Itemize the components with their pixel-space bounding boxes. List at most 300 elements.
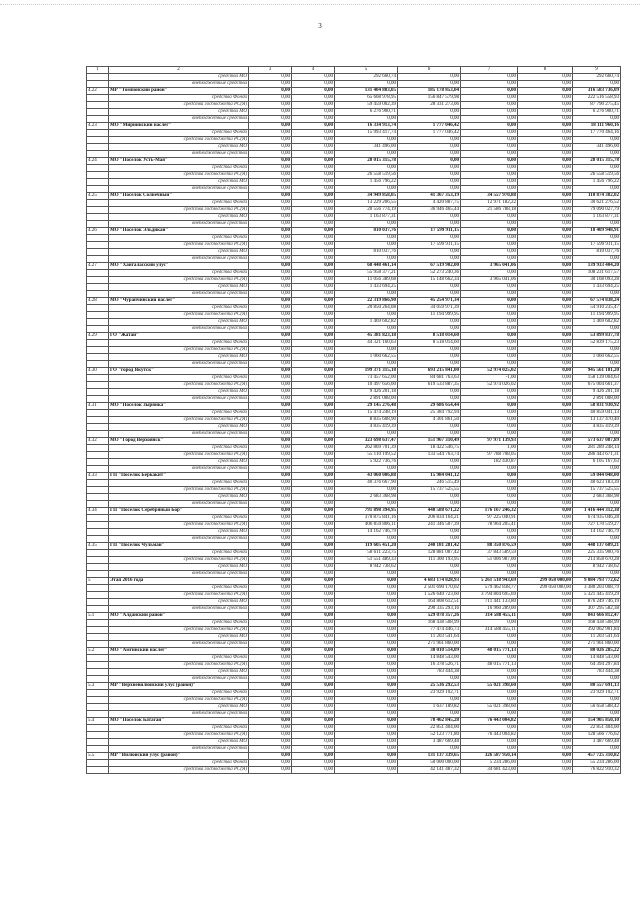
amount-cell: 0,00 (518, 592, 573, 599)
funding-source-row (87, 676, 621, 683)
header-cell: 9 (573, 67, 621, 74)
amount-cell: 15 984 041,12 (398, 473, 461, 480)
row-number-cell (87, 606, 109, 613)
amount-cell: 2 891 008,00 (573, 396, 621, 403)
amount-cell: 0,00 (461, 298, 518, 305)
row-number-cell (87, 431, 109, 438)
row-label-cell: средства МО (109, 564, 249, 571)
amount-cell: 0,00 (292, 529, 335, 536)
municipality-row (87, 403, 621, 410)
amount-cell: 0,00 (518, 662, 573, 669)
amount-cell: 17 770 464,16 (573, 130, 621, 137)
amount-cell: 30 010 514,09 (398, 648, 461, 655)
funding-source-row (87, 662, 621, 669)
amount-cell: 20 850 264,08 (335, 305, 398, 312)
amount-cell: 0,00 (335, 648, 398, 655)
amount-cell: 292 660,74 (335, 74, 398, 81)
amount-cell: 0,00 (518, 543, 573, 550)
row-number-cell: 5.3 (87, 683, 109, 690)
amount-cell: 0,00 (518, 648, 573, 655)
amount-cell: 0,00 (518, 438, 573, 445)
row-number-cell (87, 340, 109, 347)
amount-cell: 0,00 (249, 130, 292, 137)
row-label-cell: средства госбюджета РС(Я) (109, 347, 249, 354)
amount-cell: 0,00 (292, 263, 335, 270)
row-number-cell: 4.34 (87, 508, 109, 515)
amount-cell: 0,00 (249, 459, 292, 466)
amount-cell: 139 933 404,20 (573, 263, 621, 270)
amount-cell: 0,00 (249, 718, 292, 725)
amount-cell: 26 558 519,56 (335, 172, 398, 179)
amount-cell: 128 566 776,62 (573, 732, 621, 739)
municipality-row (87, 438, 621, 445)
amount-cell: 0,00 (461, 389, 518, 396)
amount-cell: 810 037,76 (335, 249, 398, 256)
amount-cell: 59 044 048,00 (573, 473, 621, 480)
amount-cell: 0,00 (461, 137, 518, 144)
municipality-row (87, 543, 621, 550)
amount-cell: 0,00 (249, 515, 292, 522)
amount-cell: 0,00 (398, 676, 461, 683)
amount-cell: 0,00 (249, 417, 292, 424)
row-label-cell: внебюджетные средства (109, 746, 249, 753)
amount-cell: 3 965 041,06 (461, 263, 518, 270)
amount-cell: 0,00 (292, 249, 335, 256)
amount-cell: 0,00 (335, 690, 398, 697)
amount-cell: 0,00 (249, 662, 292, 669)
amount-cell: 131 137 339,65 (398, 753, 461, 760)
header-row (87, 67, 621, 74)
funding-source-row (87, 340, 621, 347)
amount-cell: 0,00 (292, 200, 335, 207)
amount-cell: 0,00 (461, 354, 518, 361)
amount-cell: 0,00 (518, 102, 573, 109)
amount-cell: 783 444,38 (398, 669, 461, 676)
amount-cell: 0,00 (292, 613, 335, 620)
amount-cell: 0,00 (461, 179, 518, 186)
amount-cell: 271 961 860,00 (573, 641, 621, 648)
row-label-cell: МО "Поселок Усть-Мая" (109, 158, 249, 165)
amount-cell: 0,00 (335, 326, 398, 333)
row-label-cell: средства МО (109, 284, 249, 291)
funding-source-row (87, 186, 621, 193)
row-label-cell: внебюджетные средства (109, 186, 249, 193)
row-label-cell: средства Фонда (109, 725, 249, 732)
funding-source-row (87, 116, 621, 123)
row-label-cell: внебюджетные средства (109, 326, 249, 333)
amount-cell: 0,00 (461, 424, 518, 431)
municipality-row (87, 753, 621, 760)
amount-cell: 0,00 (292, 144, 335, 151)
amount-cell: 0,00 (249, 466, 292, 473)
amount-cell: 0,00 (249, 424, 292, 431)
amount-cell: 87 790 275,45 (573, 102, 621, 109)
amount-cell: 0,00 (292, 214, 335, 221)
row-label-cell: средства МО (109, 389, 249, 396)
amount-cell: 0,00 (518, 529, 573, 536)
row-number-cell: 4.35 (87, 543, 109, 550)
amount-cell: 0,00 (249, 578, 292, 585)
amount-cell: 0,00 (249, 382, 292, 389)
amount-cell: 0,00 (292, 347, 335, 354)
amount-cell: 0,00 (335, 578, 398, 585)
amount-cell: 0,00 (249, 543, 292, 550)
funding-source-row (87, 417, 621, 424)
funding-source-row (87, 487, 621, 494)
amount-cell: 0,00 (292, 557, 335, 564)
amount-cell: 0,00 (518, 347, 573, 354)
amount-cell: 0,00 (518, 760, 573, 767)
row-number-cell (87, 102, 109, 109)
amount-cell: 0,00 (461, 641, 518, 648)
amount-cell: 674 935 046,28 (573, 515, 621, 522)
amount-cell: 783 444,38 (573, 669, 621, 676)
amount-cell: 0,00 (335, 655, 398, 662)
amount-cell: 0,00 (398, 396, 461, 403)
funding-source-row (87, 704, 621, 711)
row-number-cell (87, 151, 109, 158)
amount-cell: 0,00 (518, 683, 573, 690)
row-number-cell (87, 305, 109, 312)
amount-cell: 0,00 (292, 158, 335, 165)
row-number-cell: 5.2 (87, 648, 109, 655)
funding-source-row (87, 459, 621, 466)
row-label-cell: МО "Поселок Эльдикан" (109, 228, 249, 235)
amount-cell: 0,00 (292, 718, 335, 725)
amount-cell: 55 958 377,21 (335, 270, 398, 277)
funding-source-row (87, 277, 621, 284)
amount-cell: 0,00 (292, 459, 335, 466)
amount-cell: 29 686 654,44 (398, 403, 461, 410)
amount-cell: 1,00 (461, 445, 518, 452)
row-number-cell (87, 81, 109, 88)
amount-cell: 0,00 (249, 648, 292, 655)
amount-cell: 3 487 669,48 (398, 739, 461, 746)
amount-cell: 0,00 (518, 333, 573, 340)
header-cell: 8 (518, 67, 573, 74)
amount-cell: 1 777 046,42 (398, 123, 461, 130)
amount-cell: 711 441 133,80 (461, 599, 518, 606)
amount-cell: 0,00 (398, 256, 461, 263)
amount-cell: 299 050 000,00 (518, 585, 573, 592)
amount-cell: 246 515,49 (398, 480, 461, 487)
amount-cell: 0,00 (249, 389, 292, 396)
amount-cell: 13 229 206,55 (335, 200, 398, 207)
amount-cell: 0,00 (573, 697, 621, 704)
amount-cell: 0,00 (518, 319, 573, 326)
row-label-cell: средства Фонда (109, 445, 249, 452)
amount-cell: 11 056 389,68 (335, 277, 398, 284)
amount-cell: 67 574 838,24 (573, 298, 621, 305)
funding-source-row (87, 354, 621, 361)
row-number-cell (87, 739, 109, 746)
amount-cell: 370 875 841,16 (335, 515, 398, 522)
amount-cell: 0,00 (518, 263, 573, 270)
amount-cell: 22 851 404,00 (398, 725, 461, 732)
row-label-cell: внебюджетные средства (109, 571, 249, 578)
row-number-cell (87, 270, 109, 277)
amount-cell: 0,00 (249, 627, 292, 634)
amount-cell: 457 725 310,82 (573, 753, 621, 760)
amount-cell: 8 942 738,62 (335, 564, 398, 571)
amount-cell: 0,00 (518, 725, 573, 732)
amount-cell: 0,00 (249, 508, 292, 515)
amount-cell: 0,00 (249, 277, 292, 284)
funding-source-row (87, 669, 621, 676)
row-number-cell: 4.30 (87, 368, 109, 375)
amount-cell: 0,00 (461, 109, 518, 116)
amount-cell: 0,00 (461, 319, 518, 326)
row-label-cell: средства госбюджета РС(Я) (109, 277, 249, 284)
amount-cell: 5 922 736,76 (335, 459, 398, 466)
row-label-cell: средства госбюджета РС(Я) (109, 522, 249, 529)
amount-cell: 0,00 (292, 361, 335, 368)
amount-cell: 1 469 602,82 (335, 319, 398, 326)
amount-cell: 0,00 (335, 487, 398, 494)
row-number-cell (87, 207, 109, 214)
amount-cell: 5 261 518 943,69 (461, 578, 518, 585)
amount-cell: 1 163 877,31 (335, 214, 398, 221)
amount-cell: 0,00 (335, 718, 398, 725)
amount-cell: 52 123 771,80 (398, 732, 461, 739)
row-label-cell: средства Фонда (109, 375, 249, 382)
amount-cell: 0,00 (518, 508, 573, 515)
amount-cell: 0,00 (461, 473, 518, 480)
row-number-cell (87, 347, 109, 354)
amount-cell: 50 000 000,00 (398, 760, 461, 767)
amount-cell: 529 078 357,26 (398, 613, 461, 620)
amount-cell: 0,00 (292, 487, 335, 494)
amount-cell: 0,00 (518, 284, 573, 291)
row-number-cell (87, 137, 109, 144)
funding-source-row (87, 389, 621, 396)
amount-cell: 0,00 (249, 501, 292, 508)
row-number-cell (87, 396, 109, 403)
amount-cell: 0,00 (249, 263, 292, 270)
amount-cell: 0,00 (518, 291, 573, 298)
amount-cell: 0,00 (249, 431, 292, 438)
amount-cell: 0,00 (292, 172, 335, 179)
amount-cell: 0,00 (292, 242, 335, 249)
row-label-cell: ГО "город Якутск" (109, 368, 249, 375)
municipality-row (87, 123, 621, 130)
amount-cell: 341 496,00 (335, 144, 398, 151)
amount-cell: 0,00 (461, 165, 518, 172)
amount-cell: 164 808 612,51 (398, 599, 461, 606)
amount-cell: 6 105 167,63 (573, 459, 621, 466)
funding-source-row (87, 200, 621, 207)
amount-cell: 20 556 774,19 (335, 207, 398, 214)
amount-cell: 0,00 (518, 487, 573, 494)
amount-cell: 0,00 (292, 95, 335, 102)
amount-cell: 22 851 404,00 (573, 725, 621, 732)
amount-cell: 23 929 102,71 (398, 690, 461, 697)
amount-cell: 0,00 (573, 501, 621, 508)
row-label-cell: средства МО (109, 249, 249, 256)
amount-cell: 0,00 (518, 697, 573, 704)
amount-cell: 0,00 (398, 501, 461, 508)
amount-cell: 11 203 541,64 (398, 634, 461, 641)
amount-cell: 843 666 812,47 (573, 613, 621, 620)
amount-cell: 18 111 960,16 (573, 123, 621, 130)
row-number-cell: 4.31 (87, 403, 109, 410)
amount-cell: 0,00 (335, 165, 398, 172)
amount-cell: 0,00 (461, 739, 518, 746)
header-cell: 5 (335, 67, 398, 74)
row-number-cell (87, 669, 109, 676)
amount-cell: 0,00 (518, 74, 573, 81)
row-label-cell: МО "Хангаласский улус" (109, 263, 249, 270)
row-label-cell: средства Фонда (109, 95, 249, 102)
amount-cell: 58 611 223,75 (335, 550, 398, 557)
amount-cell: 4 835 419,39 (335, 424, 398, 431)
funding-source-row (87, 571, 621, 578)
amount-cell: 0,00 (518, 235, 573, 242)
amount-cell: 14 848 543,00 (398, 655, 461, 662)
row-number-cell: 4.33 (87, 473, 109, 480)
amount-cell: 55 234 286,00 (573, 760, 621, 767)
amount-cell: 0,00 (249, 473, 292, 480)
amount-cell: 17 599 911,15 (573, 242, 621, 249)
row-label-cell: МО "Алданский район" (109, 613, 249, 620)
amount-cell: 0,00 (461, 620, 518, 627)
amount-cell: 1 777 046,42 (398, 130, 461, 137)
row-number-cell (87, 536, 109, 543)
amount-cell: 0,00 (292, 662, 335, 669)
funding-source-row (87, 592, 621, 599)
funding-source-row (87, 697, 621, 704)
amount-cell: 0,00 (335, 571, 398, 578)
amount-cell: 0,00 (292, 466, 335, 473)
amount-cell: 0,00 (292, 746, 335, 753)
amount-cell: 65 668 978,95 (335, 95, 398, 102)
amount-cell: 573 637 087,89 (573, 438, 621, 445)
amount-cell: 326 587 950,14 (461, 753, 518, 760)
amount-cell: 0,00 (573, 711, 621, 718)
amount-cell: 76 443 004,82 (461, 732, 518, 739)
row-label-cell: средства госбюджета РС(Я) (109, 627, 249, 634)
amount-cell: 0,00 (249, 74, 292, 81)
amount-cell: 0,00 (518, 256, 573, 263)
amount-cell: 0,00 (573, 221, 621, 228)
amount-cell: 0,00 (249, 697, 292, 704)
amount-cell: 55 021 398,60 (461, 683, 518, 690)
funding-source-row (87, 102, 621, 109)
amount-cell: 55 110 199,52 (335, 452, 398, 459)
amount-cell: 14 848 543,00 (573, 655, 621, 662)
amount-cell: 0,00 (335, 613, 398, 620)
row-label-cell: внебюджетные средства (109, 711, 249, 718)
amount-cell: 0,00 (292, 634, 335, 641)
row-number-cell (87, 382, 109, 389)
row-number-cell (87, 109, 109, 116)
funding-source-row (87, 144, 621, 151)
amount-cell: 26 558 519,56 (573, 172, 621, 179)
amount-cell: 0,00 (249, 312, 292, 319)
amount-cell: 0,00 (292, 179, 335, 186)
amount-cell: 2 501 690 170,02 (398, 585, 461, 592)
amount-cell: 0,00 (249, 571, 292, 578)
amount-cell: 0,00 (292, 375, 335, 382)
row-label-cell: внебюджетные средства (109, 641, 249, 648)
funding-source-row (87, 165, 621, 172)
funding-source-row (87, 431, 621, 438)
amount-cell: 314 588 455,11 (461, 613, 518, 620)
amount-cell: 3 965 041,06 (461, 277, 518, 284)
amount-cell: 0,00 (398, 249, 461, 256)
amount-cell: 0,00 (518, 613, 573, 620)
amount-cell: 0,00 (461, 172, 518, 179)
amount-cell: 0,00 (518, 305, 573, 312)
funding-table (86, 66, 621, 774)
amount-cell: 0,00 (461, 312, 518, 319)
amount-cell: 0,00 (518, 501, 573, 508)
amount-cell: 34 059 971,39 (398, 305, 461, 312)
amount-cell: 0,00 (292, 382, 335, 389)
amount-cell: 0,00 (249, 200, 292, 207)
row-label-cell: ГП "Поселок Серебряный Бор" (109, 508, 249, 515)
amount-cell: 0,00 (249, 522, 292, 529)
amount-cell: 0,00 (249, 438, 292, 445)
amount-cell: 0,00 (398, 536, 461, 543)
amount-cell: 58 831 930,92 (573, 403, 621, 410)
row-number-cell (87, 424, 109, 431)
amount-cell: 579 462 838,77 (461, 585, 518, 592)
amount-cell: 3 487 669,48 (573, 739, 621, 746)
amount-cell: 29 145 276,48 (335, 403, 398, 410)
amount-cell: 0,00 (292, 81, 335, 88)
row-label-cell: средства МО (109, 424, 249, 431)
amount-cell: 0,00 (461, 270, 518, 277)
amount-cell: 28 015 315,78 (335, 158, 398, 165)
header-cell: 6 (398, 67, 461, 74)
amount-cell: 34 557 970,88 (461, 193, 518, 200)
row-label-cell: внебюджетные средства (109, 676, 249, 683)
amount-cell: 0,00 (518, 144, 573, 151)
amount-cell: 0,00 (249, 690, 292, 697)
row-number-cell (87, 634, 109, 641)
amount-cell: 0,00 (292, 739, 335, 746)
amount-cell: 16 960 289,00 (461, 606, 518, 613)
amount-cell: 0,00 (461, 284, 518, 291)
row-number-cell: 5.5 (87, 753, 109, 760)
amount-cell: 0,00 (292, 396, 335, 403)
funding-source-row (87, 256, 621, 263)
amount-cell: 168 438 508,99 (573, 620, 621, 627)
amount-cell: 0,00 (292, 473, 335, 480)
amount-cell: 0,00 (292, 620, 335, 627)
funding-source-row (87, 494, 621, 501)
amount-cell: 0,00 (249, 109, 292, 116)
amount-cell: 56 658 588,42 (573, 704, 621, 711)
funding-source-row (87, 361, 621, 368)
amount-cell: 0,00 (398, 711, 461, 718)
row-label-cell: внебюджетные средства (109, 466, 249, 473)
amount-cell: 0,00 (461, 501, 518, 508)
amount-cell: 68 448 461,14 (335, 263, 398, 270)
amount-cell: 791 898 394,95 (335, 508, 398, 515)
amount-cell: 0,00 (292, 592, 335, 599)
amount-cell: 0,00 (249, 620, 292, 627)
amount-cell: 97 971 139,93 (461, 438, 518, 445)
amount-cell: 0,00 (461, 291, 518, 298)
amount-cell: 0,00 (292, 298, 335, 305)
row-label-cell: средства Фонда (109, 620, 249, 627)
amount-cell: 79 090 027,79 (573, 207, 621, 214)
row-label-cell: средства госбюджета РС(Я) (109, 557, 249, 564)
amount-cell: 0,00 (518, 417, 573, 424)
row-number-cell (87, 116, 109, 123)
